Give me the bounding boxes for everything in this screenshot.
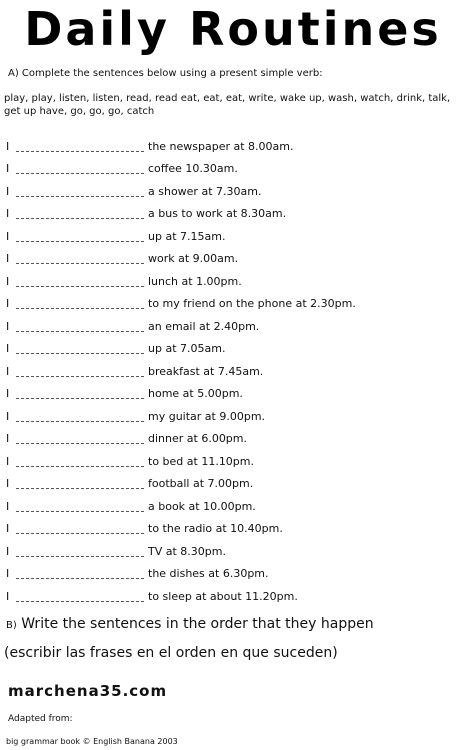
worksheet-title: Daily Routines xyxy=(24,2,442,56)
sentence-pronoun: I xyxy=(6,364,10,378)
sentence-row xyxy=(6,540,461,563)
sentence-ending: coffee 10.30am. xyxy=(148,162,238,176)
sentence-row xyxy=(6,585,461,608)
sentence-ending: up at 7.05am. xyxy=(148,342,226,356)
sentence-pronoun: I xyxy=(6,319,10,333)
sentence-pronoun: I xyxy=(6,387,10,401)
sentence-ending: the dishes at 6.30pm. xyxy=(148,567,269,581)
section-b-instruction xyxy=(6,616,374,632)
section-b-label: B) xyxy=(6,620,17,631)
sentence-row xyxy=(6,360,461,383)
sentence-pronoun: I xyxy=(6,454,10,468)
sentence-pronoun: I xyxy=(6,207,10,221)
sentence-pronoun: I xyxy=(6,229,10,243)
sentence-pronoun: I xyxy=(6,409,10,423)
sentence-ending: to the radio at 10.40pm. xyxy=(148,522,283,536)
sentence-row xyxy=(6,203,461,226)
sentence-ending: TV at 8.30pm. xyxy=(148,544,226,558)
sentence-row xyxy=(6,450,461,473)
answer-blank[interactable] xyxy=(16,330,144,332)
sentence-ending: up at 7.15am. xyxy=(148,229,226,243)
sentence-pronoun: I xyxy=(6,139,10,153)
sentence-row xyxy=(6,315,461,338)
answer-blank[interactable] xyxy=(16,555,144,557)
sentence-list xyxy=(6,135,461,608)
sentence-row xyxy=(6,248,461,271)
sentence-pronoun: I xyxy=(6,567,10,581)
verb-list: play, play, listen, listen, read, read eat, eat, eat, write, wake up, wash, watch, drink, talk, get up have, go, go, go, catch xyxy=(4,93,451,117)
sentence-row xyxy=(6,270,461,293)
answer-blank[interactable] xyxy=(16,487,144,489)
answer-blank[interactable] xyxy=(16,240,144,242)
section-b-instruction-spanish: (escribir las frases en el orden en que suceden) xyxy=(4,645,338,661)
sentence-row xyxy=(6,158,461,181)
sentence-ending: football at 7.00pm. xyxy=(148,477,254,491)
sentence-row xyxy=(6,405,461,428)
sentence-ending: dinner at 6.00pm. xyxy=(148,432,248,446)
sentence-ending: the newspaper at 8.00am. xyxy=(148,139,294,153)
sentence-row xyxy=(6,225,461,248)
answer-blank[interactable] xyxy=(16,442,144,444)
answer-blank[interactable] xyxy=(16,195,144,197)
sentence-pronoun: I xyxy=(6,477,10,491)
sentence-row xyxy=(6,495,461,518)
sentence-row xyxy=(6,563,461,586)
sentence-row xyxy=(6,383,461,406)
answer-blank[interactable] xyxy=(16,172,144,174)
adapted-from-label: Adapted from: xyxy=(8,714,73,724)
sentence-ending: work at 9.00am. xyxy=(148,252,239,266)
sentence-pronoun: I xyxy=(6,184,10,198)
answer-blank[interactable] xyxy=(16,150,144,152)
section-b-text: Write the sentences in the order that they happen xyxy=(21,616,374,632)
sentence-row xyxy=(6,518,461,541)
answer-blank[interactable] xyxy=(16,375,144,377)
sentence-pronoun: I xyxy=(6,589,10,603)
sentence-row xyxy=(6,338,461,361)
sentence-row xyxy=(6,135,461,158)
sentence-ending: a bus to work at 8.30am. xyxy=(148,207,287,221)
answer-blank[interactable] xyxy=(16,600,144,602)
sentence-row xyxy=(6,293,461,316)
section-a-instruction: A) Complete the sentences below using a present simple verb: xyxy=(8,68,323,79)
sentence-ending: breakfast at 7.45am. xyxy=(148,364,264,378)
sentence-ending: to my friend on the phone at 2.30pm. xyxy=(148,297,356,311)
sentence-ending: my guitar at 9.00pm. xyxy=(148,409,266,423)
sentence-ending: to sleep at about 11.20pm. xyxy=(148,589,298,603)
sentence-pronoun: I xyxy=(6,432,10,446)
sentence-pronoun: I xyxy=(6,274,10,288)
sentence-ending: home at 5.00pm. xyxy=(148,387,243,401)
answer-blank[interactable] xyxy=(16,465,144,467)
sentence-row xyxy=(6,473,461,496)
answer-blank[interactable] xyxy=(16,510,144,512)
answer-blank[interactable] xyxy=(16,577,144,579)
sentence-pronoun: I xyxy=(6,499,10,513)
site-name: marchena35.com xyxy=(8,682,168,700)
answer-blank[interactable] xyxy=(16,352,144,354)
source-credit: big grammar book © English Banana 2003 xyxy=(6,737,178,746)
answer-blank[interactable] xyxy=(16,307,144,309)
sentence-row xyxy=(6,428,461,451)
sentence-ending: to bed at 11.10pm. xyxy=(148,454,255,468)
answer-blank[interactable] xyxy=(16,532,144,534)
sentence-pronoun: I xyxy=(6,342,10,356)
sentence-ending: a book at 10.00pm. xyxy=(148,499,256,513)
answer-blank[interactable] xyxy=(16,397,144,399)
sentence-ending: lunch at 1.00pm. xyxy=(148,274,242,288)
answer-blank[interactable] xyxy=(16,217,144,219)
answer-blank[interactable] xyxy=(16,420,144,422)
sentence-pronoun: I xyxy=(6,544,10,558)
sentence-pronoun: I xyxy=(6,297,10,311)
sentence-ending: a shower at 7.30am. xyxy=(148,184,262,198)
answer-blank[interactable] xyxy=(16,262,144,264)
sentence-pronoun: I xyxy=(6,162,10,176)
sentence-ending: an email at 2.40pm. xyxy=(148,319,260,333)
answer-blank[interactable] xyxy=(16,285,144,287)
sentence-pronoun: I xyxy=(6,252,10,266)
sentence-pronoun: I xyxy=(6,522,10,536)
sentence-row xyxy=(6,180,461,203)
